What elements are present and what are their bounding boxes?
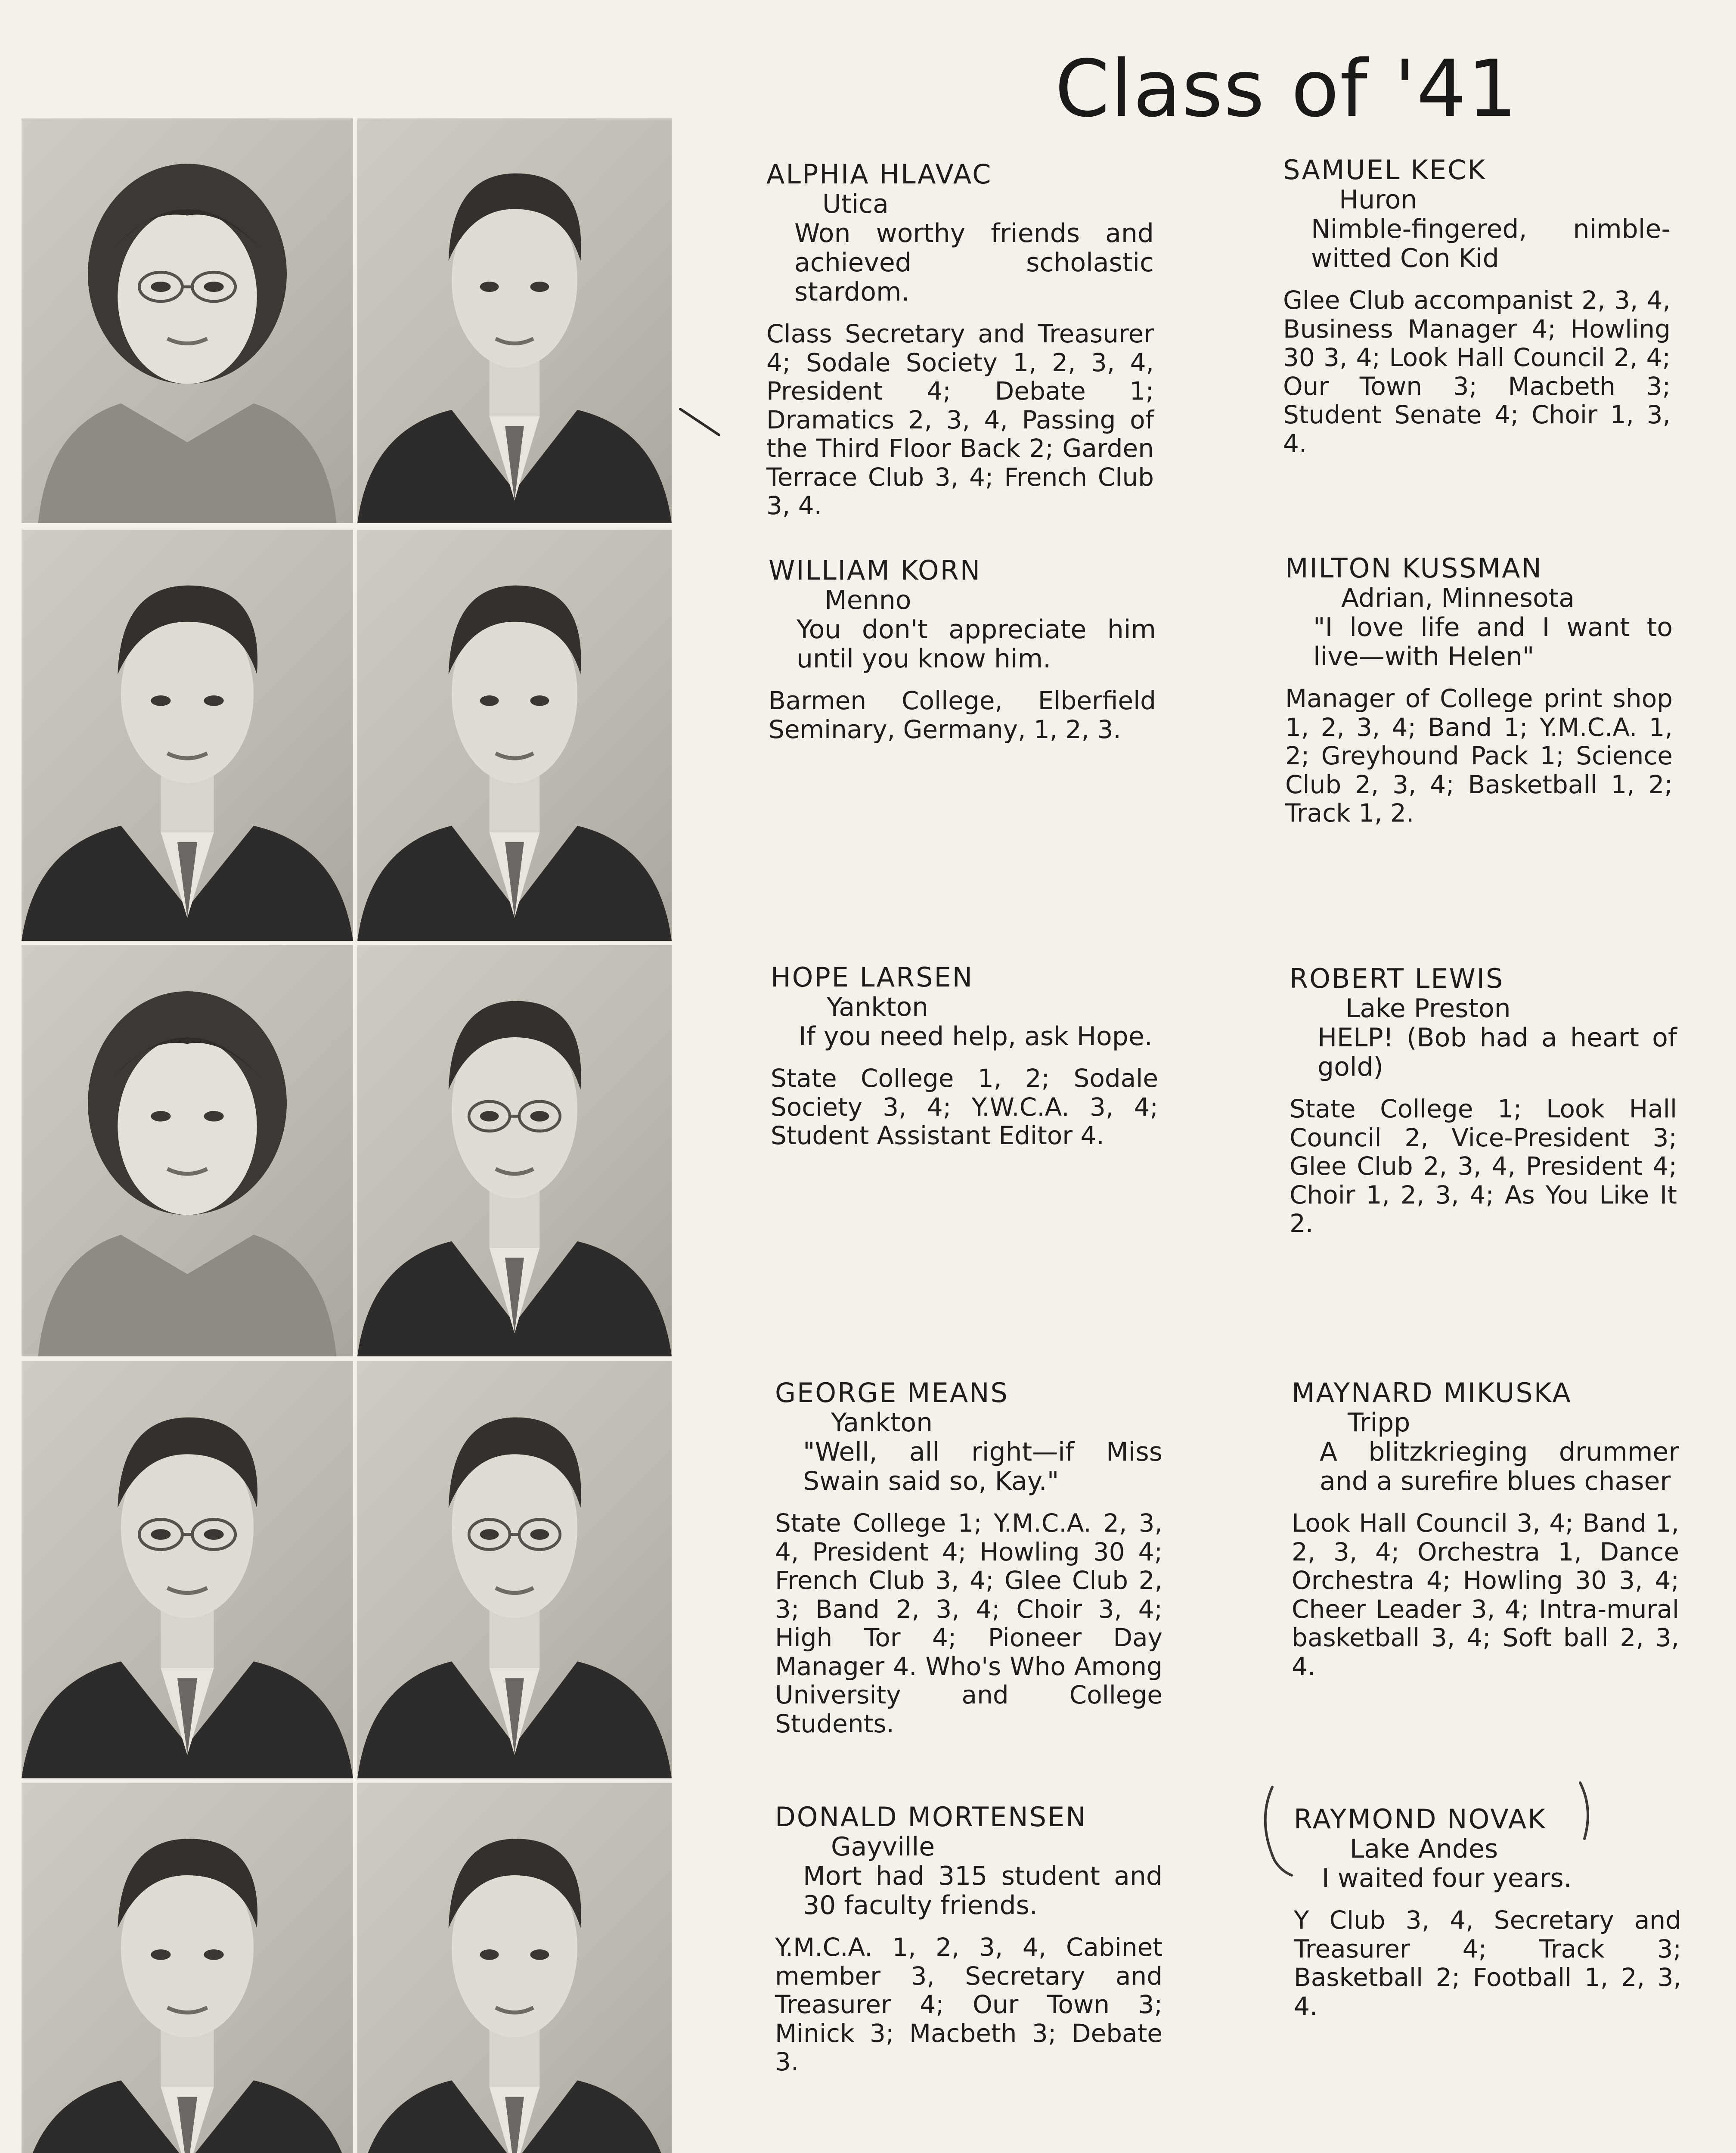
student-quote: A blitzkrieging drummer and a surefire blues chaser (1320, 1437, 1679, 1496)
student-quote: I waited four years. (1322, 1863, 1572, 1893)
activities-list: State College 1, 2; Sodale Society 3, 4; Y.W.C.A. 3, 4; Student Assistant Editor 4. (771, 1064, 1158, 1150)
student-name: WILLIAM KORN (769, 555, 982, 586)
student-quote: You don't appreciate him until you know him. (797, 614, 1156, 674)
student-name: ROBERT LEWIS (1290, 963, 1504, 994)
donald-mortensen-photo (22, 1783, 353, 2153)
entry-alphia-hlavac (766, 159, 1154, 520)
entry-samuel-keck (1283, 155, 1671, 458)
activities-list: Barmen College, Elberfield Seminary, Germany, 1, 2, 3. (769, 686, 1156, 744)
student-name: MAYNARD MIKUSKA (1292, 1377, 1572, 1408)
student-name: SAMUEL KECK (1283, 154, 1486, 186)
hand-drawn-bracket-marks (1249, 1774, 1610, 1886)
george-means-photo (22, 1361, 353, 1778)
hometown: Adrian, Minnesota (1341, 583, 1575, 613)
student-name: ALPHIA HLAVAC (766, 158, 992, 190)
student-quote: If you need help, ask Hope. (799, 1021, 1153, 1052)
alphia-hlavac-photo (22, 118, 353, 523)
student-name: MILTON KUSSMAN (1285, 552, 1543, 584)
hometown: Tripp (1348, 1408, 1410, 1438)
milton-kussman-photo (357, 530, 672, 941)
robert-lewis-photo (357, 945, 672, 1356)
student-quote: "Well, all right—if Miss Swain said so, Kay." (803, 1437, 1162, 1496)
hometown: Gayville (831, 1832, 935, 1862)
student-quote: Nimble-fingered, nimble-witted Con Kid (1311, 214, 1671, 273)
entry-george-means (775, 1378, 1162, 1738)
entry-donald-mortensen (775, 1802, 1162, 2076)
activities-list: Class Secretary and Treasurer 4; Sodale Society 1, 2, 3, 4, President 4; Debate 1; Dramatics 2, 3, 4, Passing of the Third Floor Back 2; Garden Terrace Club 3, 4; French Club 3, 4. (766, 319, 1154, 520)
hometown: Lake Andes (1350, 1834, 1498, 1864)
entry-milton-kussman (1285, 553, 1673, 828)
activities-list: Glee Club accompanist 2, 3, 4, Business Manager 4; Howling 30 3, 4; Look Hall Council 2, 4; Our Town 3; Macbeth 3; Student Senate 4; Choir 1, 3, 4. (1283, 285, 1671, 458)
activities-list: Y Club 3, 4, Secretary and Treasurer 4; Track 3; Basketball 2; Football 1, 2, 3, 4. (1294, 1905, 1681, 2021)
student-quote: "I love life and I want to live—with Helen" (1313, 612, 1673, 672)
entry-maynard-mikuska (1292, 1378, 1679, 1681)
entry-robert-lewis (1290, 964, 1677, 1238)
william-korn-photo (22, 530, 353, 941)
hope-larsen-photo (22, 945, 353, 1356)
stray-pen-mark (678, 400, 725, 444)
hometown: Lake Preston (1345, 993, 1511, 1024)
maynard-mikuska-photo (357, 1361, 672, 1778)
student-quote: Won worthy friends and achieved scholastic stardom. (794, 218, 1154, 307)
hometown: Yankton (831, 1408, 933, 1438)
activities-list: Manager of College print shop 1, 2, 3, 4; Band 1; Y.M.C.A. 1, 2; Greyhound Pack 1; Science Club 2, 3, 4; Basketball 1, 2; Track 1, 2. (1285, 684, 1673, 828)
page-title: Class of '41 (1055, 43, 1518, 134)
student-name: HOPE LARSEN (771, 962, 974, 993)
student-quote: Mort had 315 student and 30 faculty friends. (803, 1861, 1162, 1920)
student-name: GEORGE MEANS (775, 1377, 1009, 1408)
student-name: RAYMOND NOVAK (1294, 1803, 1547, 1835)
activities-list: Look Hall Council 3, 4; Band 1, 2, 3, 4; Orchestra 1, Dance Orchestra 4; Howling 30 3, 4; Cheer Leader 3, 4; Intra-mural basketball 3, 4; Soft ball 2, 3, 4. (1292, 1508, 1679, 1681)
hometown: Utica (822, 189, 889, 219)
student-name: DONALD MORTENSEN (775, 1801, 1087, 1833)
raymond-novak-photo (357, 1783, 672, 2153)
activities-list: State College 1; Y.M.C.A. 2, 3, 4, President 4; Howling 30 4; French Club 3, 4; Glee Club 2, 3; Band 2, 3, 4; Choir 3, 4; High Tor 4; Pioneer Day Manager 4. Who's Who Among University and College Students. (775, 1508, 1162, 1738)
hometown: Menno (825, 585, 911, 615)
samuel-keck-photo (357, 118, 672, 523)
entry-william-korn (769, 555, 1156, 744)
entry-hope-larsen (771, 962, 1158, 1150)
activities-list: Y.M.C.A. 1, 2, 3, 4, Cabinet member 3, Secretary and Treasurer 4; Our Town 3; Minick 3; Macbeth 3; Debate 3. (775, 1933, 1162, 2076)
hometown: Yankton (827, 992, 929, 1022)
activities-list: State College 1; Look Hall Council 2, Vice-President 3; Glee Club 2, 3, 4, President 4; Choir 1, 2, 3, 4; As You Like It 2. (1290, 1094, 1677, 1238)
hometown: Huron (1339, 185, 1417, 215)
student-quote: HELP! (Bob had a heart of gold) (1318, 1023, 1677, 1082)
